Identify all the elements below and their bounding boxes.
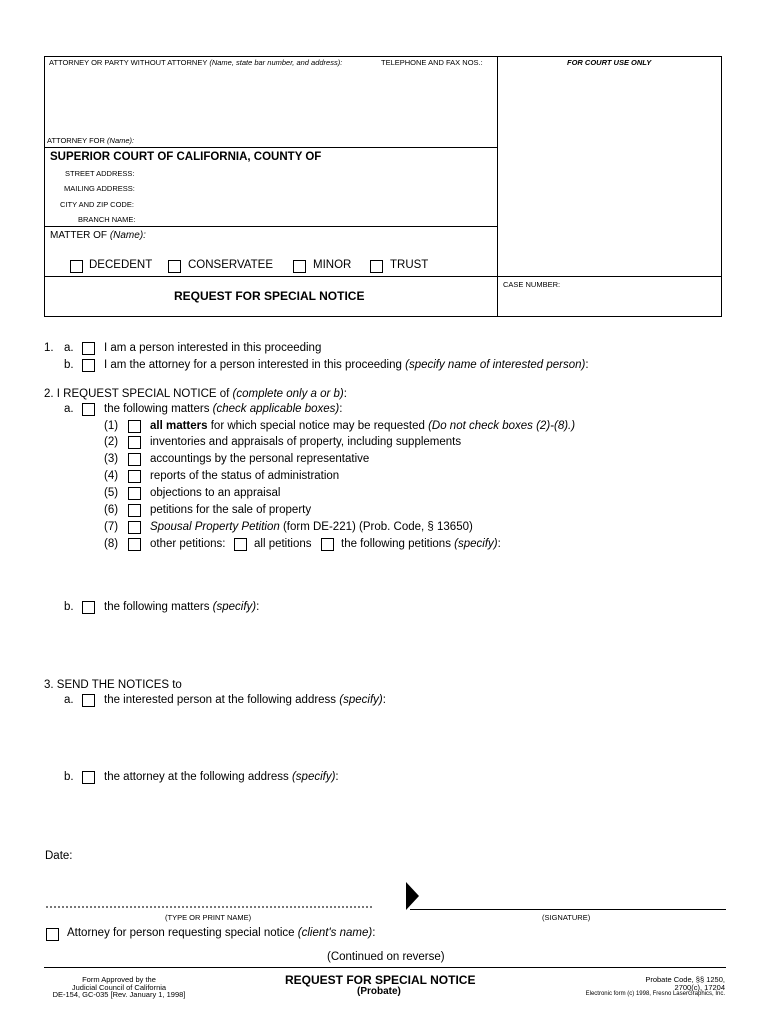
item6-checkbox[interactable]: [128, 504, 141, 517]
telephone-label: TELEPHONE AND FAX NOS.:: [381, 58, 483, 67]
trust-label: TRUST: [390, 259, 429, 271]
item7-number: (7): [104, 521, 119, 533]
rule-title: [44, 276, 722, 277]
item2-number: (2): [104, 436, 119, 448]
footer-title: REQUEST FOR SPECIAL NOTICE: [285, 973, 476, 987]
section1-number: 1.: [44, 342, 54, 354]
conservatee-checkbox[interactable]: [168, 260, 181, 273]
signature-caption: (SIGNATURE): [542, 913, 591, 922]
decedent-checkbox[interactable]: [70, 260, 83, 273]
item6-number: (6): [104, 504, 119, 516]
rule-court: [44, 147, 497, 148]
footer-subtitle: (Probate): [357, 986, 401, 997]
following-petitions-label: the following petitions (specify):: [341, 538, 501, 550]
caption-box: [44, 56, 722, 317]
street-label: STREET ADDRESS:: [65, 169, 135, 178]
section2-title: 2. I REQUEST SPECIAL NOTICE of (complete only a or b):: [44, 388, 347, 400]
attorney-for-checkbox[interactable]: [46, 928, 59, 941]
code-block: [560, 976, 725, 999]
signature-line[interactable]: [410, 909, 726, 910]
approved-block: [44, 976, 194, 999]
item1-text: all matters for which special notice may be requested (Do not check boxes (2)-(8).): [150, 420, 576, 432]
case-number-label: CASE NUMBER:: [503, 280, 561, 289]
item1-number: (1): [104, 420, 119, 432]
code-line2: 2700(c), 17204: [674, 982, 725, 992]
approved-line3: DE-154, GC-035 [Rev. January 1, 1998]: [52, 990, 186, 999]
form-title: REQUEST FOR SPECIAL NOTICE: [174, 289, 365, 303]
section2a-text: the following matters (check applicable boxes):: [104, 403, 343, 415]
section3a-label: a.: [64, 694, 74, 706]
approved-line2: Judicial Council of California: [71, 982, 167, 992]
section3-title: 3. SEND THE NOTICES to: [44, 679, 182, 691]
item6-text: petitions for the sale of property: [150, 504, 312, 516]
attorney-for-text: Attorney for person requesting special notice (client's name):: [67, 927, 376, 939]
print-name-dotted-line[interactable]: [46, 906, 372, 908]
section1a-text: I am a person interested in this proceeding: [104, 342, 322, 354]
item2-text: inventories and appraisals of property, including supplements: [150, 436, 462, 448]
section2a-checkbox[interactable]: [82, 403, 95, 416]
footer-rule: [44, 967, 726, 968]
item7-checkbox[interactable]: [128, 521, 141, 534]
print-name-caption: (TYPE OR PRINT NAME): [165, 913, 252, 922]
all-petitions-label: all petitions: [254, 538, 312, 550]
item8-text: other petitions:: [150, 538, 226, 550]
branch-label: BRANCH NAME:: [78, 215, 136, 224]
section2b-checkbox[interactable]: [82, 601, 95, 614]
item4-number: (4): [104, 470, 119, 482]
court-use-label: FOR COURT USE ONLY: [567, 58, 652, 67]
code-line3: Electronic form (c) 1998, Fresno LaserGraphics, Inc.: [585, 991, 725, 997]
item8-checkbox[interactable]: [128, 538, 141, 551]
section3b-text: the attorney at the following address (specify):: [104, 771, 339, 783]
all-petitions-checkbox[interactable]: [234, 538, 247, 551]
item2-checkbox[interactable]: [128, 436, 141, 449]
court-title: SUPERIOR COURT OF CALIFORNIA, COUNTY OF: [50, 151, 322, 163]
signature-arrow-icon: [406, 882, 420, 910]
section1a-label: a.: [64, 342, 74, 354]
attorney-label: ATTORNEY OR PARTY WITHOUT ATTORNEY (Name, state bar number, and address):: [49, 58, 343, 67]
section3b-label: b.: [64, 771, 74, 783]
section1b-checkbox[interactable]: [82, 359, 95, 372]
item5-text: objections to an appraisal: [150, 487, 281, 499]
attorney-for-label: ATTORNEY FOR (Name):: [47, 136, 135, 145]
city-label: CITY AND ZIP CODE:: [60, 200, 134, 209]
item5-checkbox[interactable]: [128, 487, 141, 500]
section1b-text: I am the attorney for a person interested in this proceeding (specify name of interested person):: [104, 359, 589, 371]
decedent-label: DECEDENT: [89, 259, 153, 271]
section1a-checkbox[interactable]: [82, 342, 95, 355]
item1-checkbox[interactable]: [128, 420, 141, 433]
section2a-label: a.: [64, 403, 74, 415]
following-petitions-checkbox[interactable]: [321, 538, 334, 551]
conservatee-label: CONSERVATEE: [188, 259, 273, 271]
item5-number: (5): [104, 487, 119, 499]
item3-checkbox[interactable]: [128, 453, 141, 466]
section3a-text: the interested person at the following address (specify):: [104, 694, 386, 706]
item8-number: (8): [104, 538, 119, 550]
section2b-text: the following matters (specify):: [104, 601, 260, 613]
minor-label: MINOR: [313, 259, 352, 271]
caption-divider: [497, 56, 498, 317]
section1b-label: b.: [64, 359, 74, 371]
section3a-checkbox[interactable]: [82, 694, 95, 707]
item4-text: reports of the status of administration: [150, 470, 340, 482]
item3-number: (3): [104, 453, 119, 465]
mailing-label: MAILING ADDRESS:: [64, 184, 135, 193]
code-line1: Probate Code, §§ 1250,: [645, 975, 725, 984]
item7-text: Spousal Property Petition (form DE-221) (Prob. Code, § 13650): [150, 521, 473, 533]
matter-label: MATTER OF (Name):: [50, 230, 146, 241]
item3-text: accountings by the personal representative: [150, 453, 370, 465]
section2b-label: b.: [64, 601, 74, 613]
trust-checkbox[interactable]: [370, 260, 383, 273]
date-label: Date:: [45, 850, 73, 862]
rule-matter: [44, 226, 497, 227]
approved-line1: Form Approved by the: [82, 975, 156, 984]
item4-checkbox[interactable]: [128, 470, 141, 483]
section3b-checkbox[interactable]: [82, 771, 95, 784]
continued-note: (Continued on reverse): [327, 951, 445, 963]
minor-checkbox[interactable]: [293, 260, 306, 273]
